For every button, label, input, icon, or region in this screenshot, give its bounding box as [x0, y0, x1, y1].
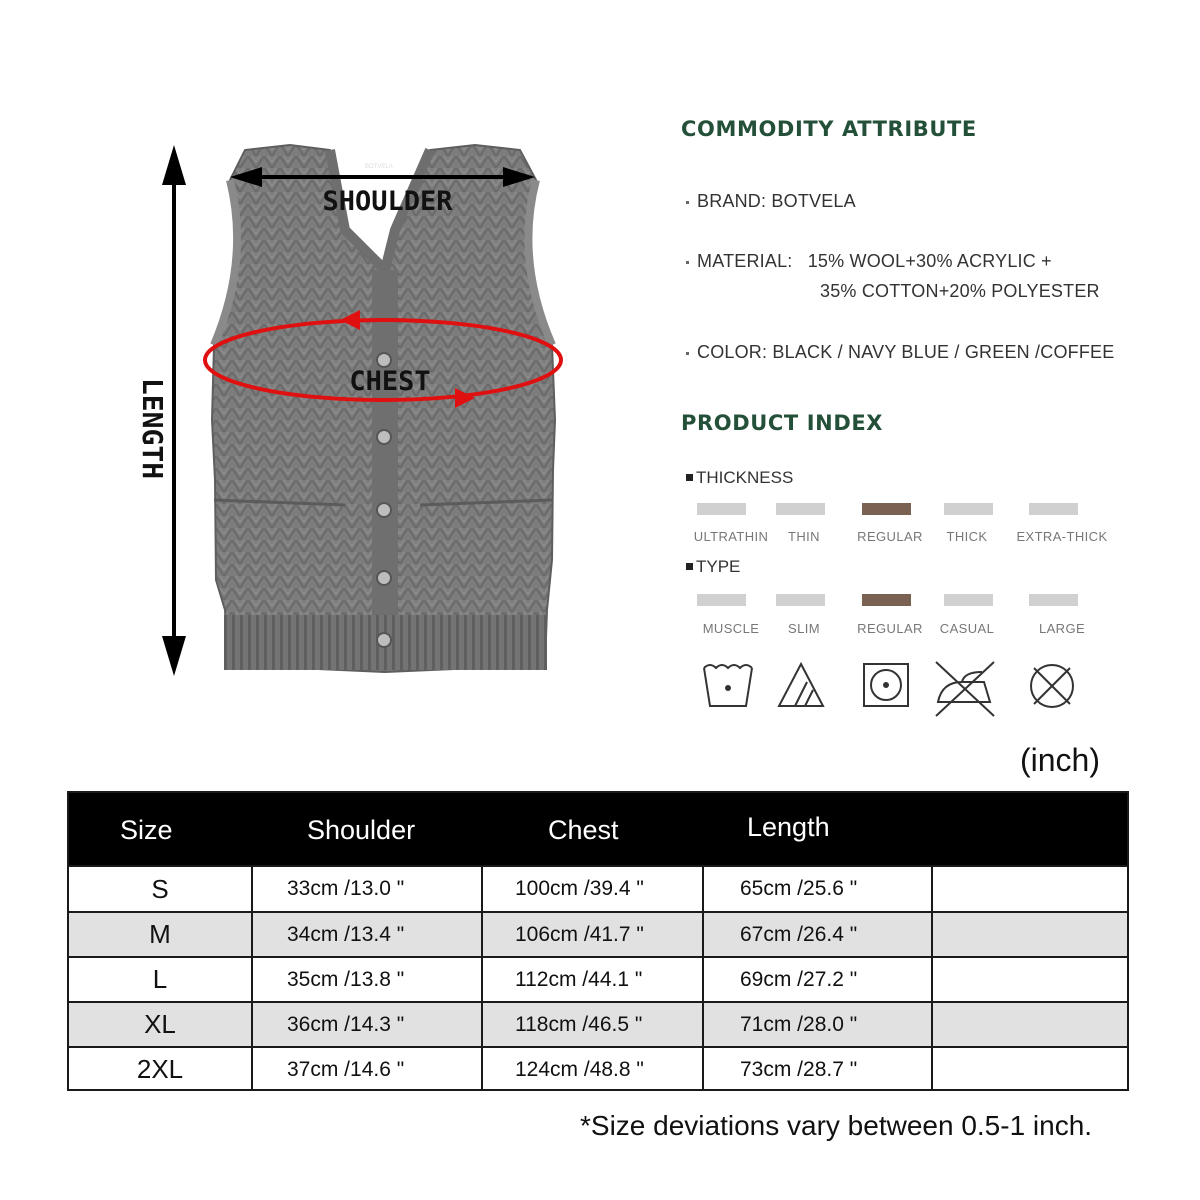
- column-divider: [481, 913, 483, 956]
- table-row: [69, 956, 1127, 1001]
- unit-label: (inch): [1019, 742, 1100, 778]
- column-divider: [702, 1003, 704, 1046]
- thickness-label-extra-thick: EXTRA-THICK: [1016, 529, 1108, 544]
- header-chest: Chest: [548, 815, 619, 845]
- cell-length: 67cm /26.4 ": [740, 922, 858, 946]
- vest-image: [212, 145, 555, 672]
- cell-length: 73cm /28.7 ": [740, 1057, 858, 1081]
- shoulder-label: SHOULDER: [322, 186, 453, 217]
- cell-shoulder: 35cm /13.8 ": [287, 967, 405, 991]
- column-divider: [931, 867, 933, 911]
- color-line: [686, 342, 1114, 363]
- length-label: LENGTH: [136, 377, 170, 479]
- cell-extra: [935, 1003, 1125, 1046]
- thickness-bar-regular: [862, 503, 911, 515]
- column-divider: [251, 1003, 253, 1046]
- cell-chest: 100cm /39.4 ": [515, 877, 644, 900]
- cell-length: 71cm /28.0 ": [740, 1012, 858, 1036]
- type-label-large: LARGE: [1038, 621, 1086, 636]
- product-index-title: PRODUCT INDEX: [681, 411, 884, 435]
- type-bar-regular: [862, 594, 911, 606]
- material-key: MATERIAL:: [697, 251, 793, 271]
- tumble-dry-icon: [862, 662, 910, 708]
- cell-shoulder: 34cm /13.4 ": [287, 922, 405, 946]
- vest-measurement-figure: [0, 0, 600, 720]
- table-row: [69, 1046, 1127, 1091]
- thickness-label-thick: THICK: [946, 529, 988, 544]
- chest-label: CHEST: [349, 366, 431, 397]
- thickness-bar-thin: [776, 503, 825, 515]
- cell-size: XL: [144, 1009, 176, 1039]
- type-bar-large: [1029, 594, 1078, 606]
- brand-tag: BOTVELA: [365, 164, 393, 170]
- column-divider: [481, 958, 483, 1001]
- column-divider: [931, 1048, 933, 1091]
- cell-size: M: [149, 919, 171, 949]
- brand-key: BRAND:: [697, 191, 767, 211]
- column-divider: [481, 1003, 483, 1046]
- type-label-casual: CASUAL: [939, 621, 995, 636]
- column-divider: [931, 913, 933, 956]
- material-line-2: 35% COTTON+20% POLYESTER: [820, 281, 1100, 301]
- cell-size: L: [152, 964, 168, 994]
- cell-extra: [935, 1048, 1125, 1091]
- thickness-bar-ultrathin: [697, 503, 746, 515]
- thickness-heading: THICKNESS: [686, 468, 793, 488]
- cell-chest: 106cm /41.7 ": [515, 922, 644, 946]
- column-divider: [702, 958, 704, 1001]
- type-label-regular: REGULAR: [857, 621, 923, 636]
- column-divider: [251, 1048, 253, 1091]
- column-divider: [481, 1048, 483, 1091]
- bleach-triangle-icon: [775, 660, 827, 710]
- brand-value: BOTVELA: [771, 191, 856, 211]
- thickness-label-thin: THIN: [788, 529, 820, 544]
- column-divider: [251, 913, 253, 956]
- size-chart-table: [67, 791, 1129, 1091]
- color-key: COLOR:: [697, 342, 768, 362]
- column-divider: [251, 867, 253, 911]
- column-divider: [702, 913, 704, 956]
- color-value: BLACK / NAVY BLUE / GREEN /COFFEE: [772, 342, 1115, 362]
- no-iron-icon: [932, 658, 998, 720]
- column-divider: [931, 1003, 933, 1046]
- thickness-bar-thick: [944, 503, 993, 515]
- header-length: Length: [747, 812, 830, 842]
- cell-length: 65cm /25.6 ": [740, 877, 858, 900]
- brand-line: [686, 191, 856, 212]
- cell-shoulder: 37cm /14.6 ": [287, 1057, 405, 1081]
- type-bar-casual: [944, 594, 993, 606]
- wash-basin-icon: [700, 660, 756, 710]
- header-size: Size: [120, 815, 173, 845]
- type-bar-slim: [776, 594, 825, 606]
- column-divider: [702, 867, 704, 911]
- material-line: [686, 251, 1052, 272]
- no-dry-clean-icon: [1028, 662, 1076, 710]
- cell-chest: 124cm /48.8 ": [515, 1057, 644, 1081]
- type-bar-muscle: [697, 594, 746, 606]
- cell-size: S: [151, 873, 169, 904]
- cell-chest: 118cm /46.5 ": [515, 1012, 643, 1036]
- cell-size: 2XL: [136, 1054, 184, 1084]
- cell-chest: 112cm /44.1 ": [515, 967, 643, 991]
- cell-extra: [935, 913, 1125, 956]
- commodity-attribute-title: COMMODITY ATTRIBUTE: [681, 117, 977, 141]
- cell-extra: [935, 867, 1125, 911]
- table-row: [69, 1001, 1127, 1046]
- material-value-1: 15% WOOL+30% ACRYLIC +: [807, 251, 1052, 271]
- cell-shoulder: 33cm /13.0 ": [287, 877, 405, 900]
- column-divider: [251, 958, 253, 1001]
- cell-length: 69cm /27.2 ": [740, 967, 858, 991]
- thickness-bar-extra-thick: [1029, 503, 1078, 515]
- type-heading: TYPE: [686, 557, 740, 577]
- type-label-muscle: MUSCLE: [702, 621, 760, 636]
- column-divider: [931, 958, 933, 1001]
- size-deviation-note: *Size deviations vary between 0.5-1 inch.: [580, 1110, 1093, 1141]
- table-row: [69, 865, 1127, 911]
- type-label-slim: SLIM: [788, 621, 820, 636]
- table-row: [69, 911, 1127, 956]
- thickness-label-regular: REGULAR: [857, 529, 923, 544]
- thickness-label-ultrathin: ULTRATHIN: [693, 529, 769, 544]
- table-header: [69, 793, 1127, 865]
- column-divider: [702, 1048, 704, 1091]
- cell-shoulder: 36cm /14.3 ": [287, 1012, 405, 1036]
- column-divider: [481, 867, 483, 911]
- cell-extra: [935, 958, 1125, 1001]
- header-shoulder: Shoulder: [307, 815, 416, 845]
